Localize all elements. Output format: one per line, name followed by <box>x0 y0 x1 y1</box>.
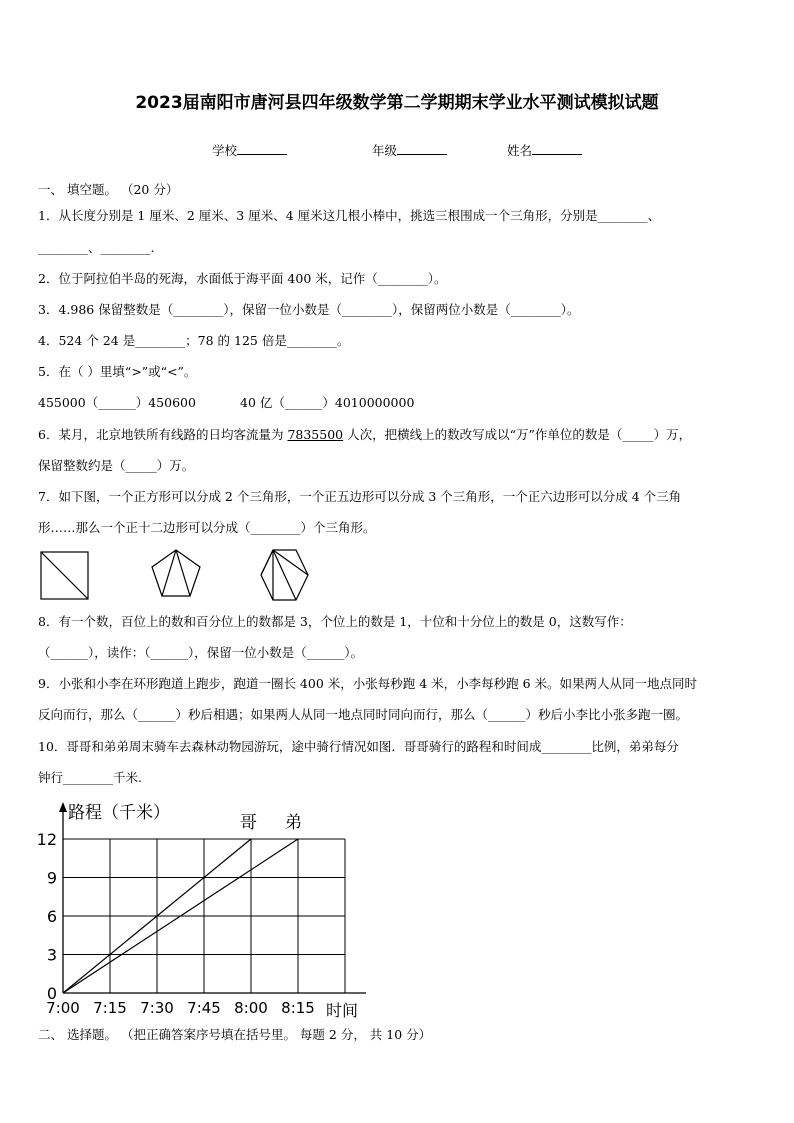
q5-item2: 40 亿（______）4010000000 <box>240 395 415 410</box>
q6-number: 7835500 <box>287 427 344 442</box>
x-tick-label: 8:00 <box>234 999 268 1017</box>
x-tick-label: 7:30 <box>140 999 174 1017</box>
x-tick-label: 7:45 <box>187 999 221 1017</box>
school-field <box>212 141 287 159</box>
q3: 3．4.986 保留整数是（________），保留一位小数是（________），保留两位小数是（________）。 <box>38 302 580 317</box>
q6-post: 人次，把横线上的数改写成以“万”作单位的数是（_____）万， <box>343 427 692 442</box>
name-blank[interactable] <box>532 142 582 155</box>
q1-line2: ________、________. <box>38 240 155 255</box>
q6-line2: 保留整数约是（_____）万。 <box>38 458 195 473</box>
q5-line1: 5．在（ ）里填“>”或“<”。 <box>38 364 197 379</box>
legend-di: 弟 <box>285 813 302 833</box>
pentagon-figure <box>152 550 200 596</box>
y-tick-label: 6 <box>46 907 57 926</box>
q7-line1: 7．如下图，一个正方形可以分成 2 个三角形，一个正五边形可以分成 3 个三角形，一个正六边形可以分成 4 个三角 <box>38 489 682 504</box>
q6-pre: 6．某月，北京地铁所有线路的日均客流量为 <box>38 427 288 442</box>
school-label: 学校 <box>212 143 238 158</box>
distance-time-chart <box>28 798 378 1020</box>
x-tick-label: 7:15 <box>93 999 127 1017</box>
q1-line1: 1．从长度分别是 1 厘米、2 厘米、3 厘米、4 厘米这几根小棒中，挑选三根围成一个三角形，分别是________、 <box>38 208 661 223</box>
q10-line1: 10．哥哥和弟弟周末骑车去森林动物园游玩，途中骑行情况如图．哥哥骑行的路程和时间成________比例，弟弟每分 <box>38 739 679 754</box>
legend-ge: 哥 <box>240 813 257 833</box>
hexagon-figure <box>261 550 308 600</box>
section2-heading: 二、 选择题。 （把正确答案序号填在括号里。 每题 2 分， 共 10 分） <box>38 1027 432 1042</box>
q7-line2: 形……那么一个正十二边形可以分成（________）个三角形。 <box>38 520 376 535</box>
q10-line2: 钟行________千米. <box>38 770 142 785</box>
section1-heading: 一、 填空题。 （20 分） <box>38 182 179 197</box>
grade-label: 年级 <box>372 143 398 158</box>
page-title: 2023届南阳市唐河县四年级数学第二学期期末学业水平测试模拟试题 <box>135 93 659 113</box>
q9-line1: 9．小张和小李在环形跑道上跑步，跑道一圈长 400 米，小张每秒跑 4 米，小李每秒跑 6 米。如果两人从同一地点同时 <box>38 676 698 691</box>
q8-line1: 8．有一个数，百位上的数和百分位上的数都是 3，个位上的数是 1，十位和十分位上的数是 0，这数写作： <box>38 614 632 629</box>
chart-ylabel: 路程（千米） <box>68 803 170 823</box>
chart-ticks <box>37 830 315 1017</box>
grade-field <box>372 141 447 159</box>
school-blank[interactable] <box>237 142 287 155</box>
q6-line1 <box>38 427 691 443</box>
chart-grid <box>63 839 345 993</box>
x-tick-label: 8:15 <box>281 999 315 1017</box>
y-tick-label: 0 <box>46 984 57 1003</box>
x-tick-label: 7:00 <box>46 999 80 1017</box>
q9-line2: 反向而行，那么（______）秒后相遇；如果两人从同一地点同时同向而行，那么（______）秒后小李比小张多跑一圈。 <box>38 707 689 722</box>
y-tick-label: 9 <box>46 868 57 888</box>
y-tick-label: 12 <box>36 830 57 849</box>
polygon-figures <box>38 548 338 604</box>
y-tick-label: 3 <box>46 945 57 965</box>
square-figure <box>41 552 88 599</box>
name-label: 姓名 <box>507 143 533 158</box>
q5-item1: 455000（______）450600 <box>38 395 196 410</box>
y-axis-arrow <box>59 802 67 812</box>
name-field <box>507 141 582 159</box>
q8-line2: （______），读作：（______），保留一位小数是（______）。 <box>38 645 364 660</box>
grade-blank[interactable] <box>397 142 447 155</box>
chart-axes <box>59 802 366 993</box>
q4: 4．524 个 24 是________；78 的 125 倍是________。 <box>38 333 350 348</box>
chart-xlabel: 时间 <box>326 1001 359 1020</box>
q2: 2．位于阿拉伯半岛的死海，水面低于海平面 400 米，记作（________）。 <box>38 271 447 286</box>
